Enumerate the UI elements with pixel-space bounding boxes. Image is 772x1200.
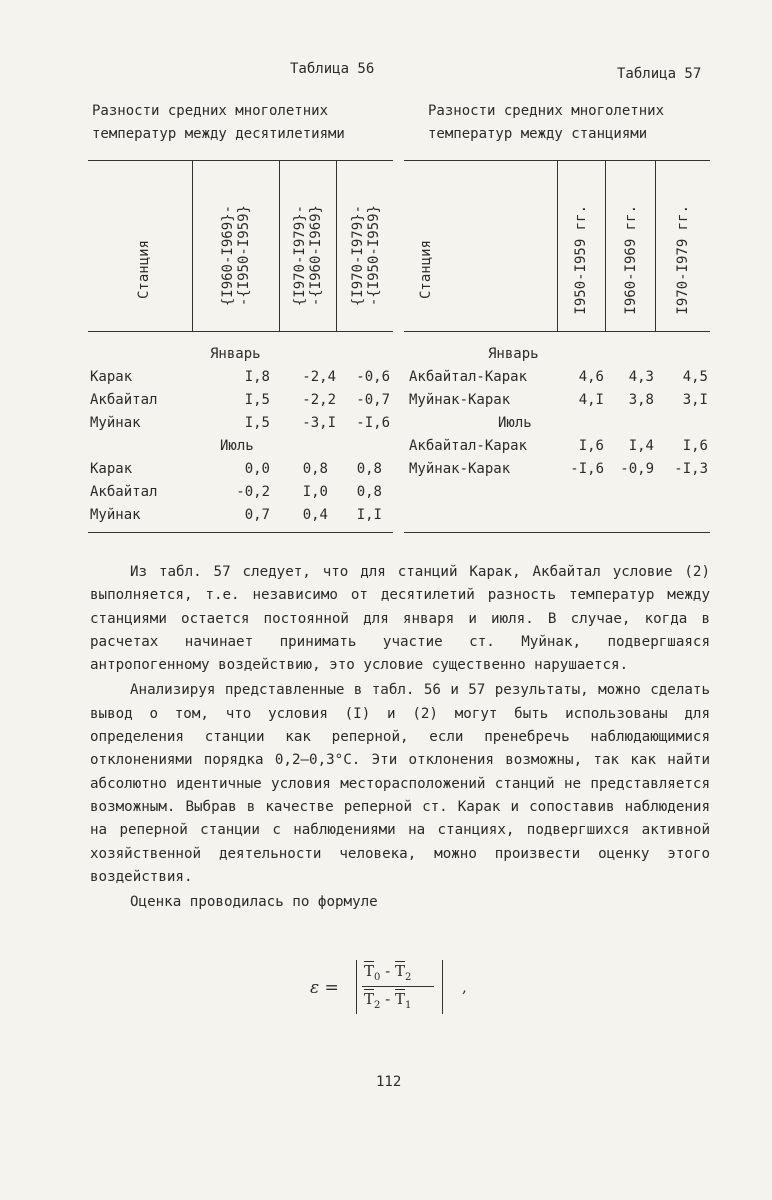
formula-den-minus: - [385, 990, 391, 1008]
table57-row-station: Муйнак-Карак [409, 392, 511, 408]
formula-num-a: $\overline{T}$ [364, 962, 375, 980]
table57-row-v2: 3,8 [628, 392, 654, 408]
table57-row-v2: I,4 [628, 438, 654, 454]
table56-row-v3: -0,7 [356, 392, 390, 408]
table56-row-v2: -2,4 [302, 369, 336, 385]
formula-den-b-sub: 1 [405, 1000, 412, 1011]
table57-row-v3: 4,5 [682, 369, 708, 385]
table57-bottom-rule [404, 532, 710, 533]
table56-row-v2: -2,2 [302, 392, 336, 408]
table56-row-v1: 0,0 [244, 461, 270, 477]
table57-vline-3 [655, 161, 656, 331]
table56-row-station: Карак [90, 461, 133, 477]
formula-abs-left [356, 960, 357, 1014]
table57-vline-1 [557, 161, 558, 331]
table57-row-station: Акбайтал-Карак [409, 438, 528, 454]
formula-numerator [364, 962, 411, 983]
table57-caption: Таблица 57 [617, 66, 702, 82]
body-text [90, 561, 710, 914]
table56-vline-3 [336, 161, 337, 331]
table56-header-col2-b: -{I960-I969} [308, 205, 324, 307]
table57-row-v3: -I,3 [674, 461, 708, 477]
formula-num-minus: - [385, 962, 391, 980]
table56-row-v3: 0,8 [356, 484, 382, 500]
table57-row-v2: 4,3 [628, 369, 654, 385]
table57-title-line2: температур между станциями [428, 126, 648, 142]
paragraph-3: Оценка проводилась по формуле [130, 894, 378, 911]
table57-title-line1: Разности средних многолетних [428, 103, 665, 119]
table57-row-station: Муйнак-Карак [409, 461, 511, 477]
table56-row-v2: I,0 [302, 484, 328, 500]
table56-row-v3: I,I [356, 507, 382, 523]
table56-header-col3-a: {I970-I979}- [350, 205, 366, 307]
table56-row-v1: I,5 [244, 415, 270, 431]
table57-header-rule [404, 331, 710, 332]
table56-header-col2-a: {I970-I979}- [292, 205, 308, 307]
table56-header-col1-a: {I960-I969}- [220, 205, 236, 307]
formula-num-b: $\overline{T}$ [395, 962, 406, 980]
table57-row-v3: I,6 [682, 438, 708, 454]
table56-section-january: Январь [210, 346, 261, 362]
table56-row-station: Акбайтал [90, 484, 158, 500]
table57-header-col2: I960-I969 гг. [623, 205, 639, 315]
table56-row-v1: 0,7 [244, 507, 270, 523]
formula-lhs: ε = [310, 978, 339, 998]
table56-row-v1: -0,2 [236, 484, 270, 500]
table56-top-rule [88, 160, 393, 161]
table57-row-station: Акбайтал-Карак [409, 369, 528, 385]
table57-section-january: Январь [488, 346, 539, 362]
formula-den-a-sub: 2 [374, 1000, 381, 1011]
table56-row-v2: 0,8 [302, 461, 328, 477]
table56-row-station: Муйнак [90, 415, 141, 431]
table57-row-v3: 3,I [682, 392, 708, 408]
table56-caption: Таблица 56 [290, 61, 375, 77]
formula-denominator [364, 990, 411, 1011]
table57-row-v1: 4,I [578, 392, 604, 408]
table56-section-july: Июль [220, 438, 254, 454]
table56-vline-2 [279, 161, 280, 331]
formula-abs-right [442, 960, 443, 1014]
table56-row-station: Муйнак [90, 507, 141, 523]
table57-header-station: Станция [418, 240, 434, 300]
table56-row-v1: I,5 [244, 392, 270, 408]
table56-header-station: Станция [136, 240, 152, 300]
table56-header-col3-b: -{I950-I959} [366, 205, 382, 307]
table56-row-v2: -3,I [302, 415, 336, 431]
table56-row-v1: I,8 [244, 369, 270, 385]
table57-row-v1: -I,6 [570, 461, 604, 477]
paragraph-1: Из табл. 57 следует, что для станций Карак, Акбайтал условие (2) выполняется, т.е. независимо от десятилетий разность температур между станциями остается постоянной для января и июля. В случае, когда в расчетах начинает принимать участие ст. Муйнак, подвергшаяся антропогенному воздействию, это условие существенно нарушается. [90, 564, 710, 674]
table57-row-v2: -0,9 [620, 461, 654, 477]
formula-trailing-comma: , [462, 978, 467, 996]
table56-row-v3: -0,6 [356, 369, 390, 385]
table56-header-rule [88, 331, 393, 332]
formula [300, 958, 500, 1018]
table57-header-col3: I970-I979 гг. [675, 205, 691, 315]
formula-den-b: $\overline{T}$ [395, 990, 406, 1008]
table57-vline-2 [605, 161, 606, 331]
table56-row-v3: -I,6 [356, 415, 390, 431]
table57-row-v1: 4,6 [578, 369, 604, 385]
formula-num-a-sub: 0 [374, 972, 381, 983]
formula-fraction-line [362, 986, 434, 987]
table56-row-station: Карак [90, 369, 133, 385]
table56-row-v2: 0,4 [302, 507, 328, 523]
table56-row-v3: 0,8 [356, 461, 382, 477]
table56-title-line2: температур между десятилетиями [92, 126, 345, 142]
formula-num-b-sub: 2 [405, 972, 412, 983]
table56-bottom-rule [88, 532, 393, 533]
table57-row-v1: I,6 [578, 438, 604, 454]
table56-vline-1 [192, 161, 193, 331]
page-number: 112 [376, 1074, 402, 1090]
table56-title-line1: Разности средних многолетних [92, 103, 329, 119]
formula-den-a: $\overline{T}$ [364, 990, 375, 1008]
table57-header-col1: I950-I959 гг. [573, 205, 589, 315]
paragraph-2: Анализируя представленные в табл. 56 и 57 результаты, можно сделать вывод о том, что условия (I) и (2) могут быть использованы для определения станции как реперной, если пренебречь наблюдающимися отклонениями порядка 0,2–0,3°С. Эти отклонения возможны, так как найти абсолютно идентичные условия месторасположений станций не представляется возможным. Выбрав в качестве реперной ст. Карак и сопоставив наблюдения на реперной станции с наблюдениями на станциях, подвергшихся активной хозяйственной деятельности человека, можно произвести оценку этого воздействия. [90, 682, 710, 885]
table56-header-col1-b: -{I950-I959} [236, 205, 252, 307]
table57-section-july: Июль [498, 415, 532, 431]
table56-row-station: Акбайтал [90, 392, 158, 408]
